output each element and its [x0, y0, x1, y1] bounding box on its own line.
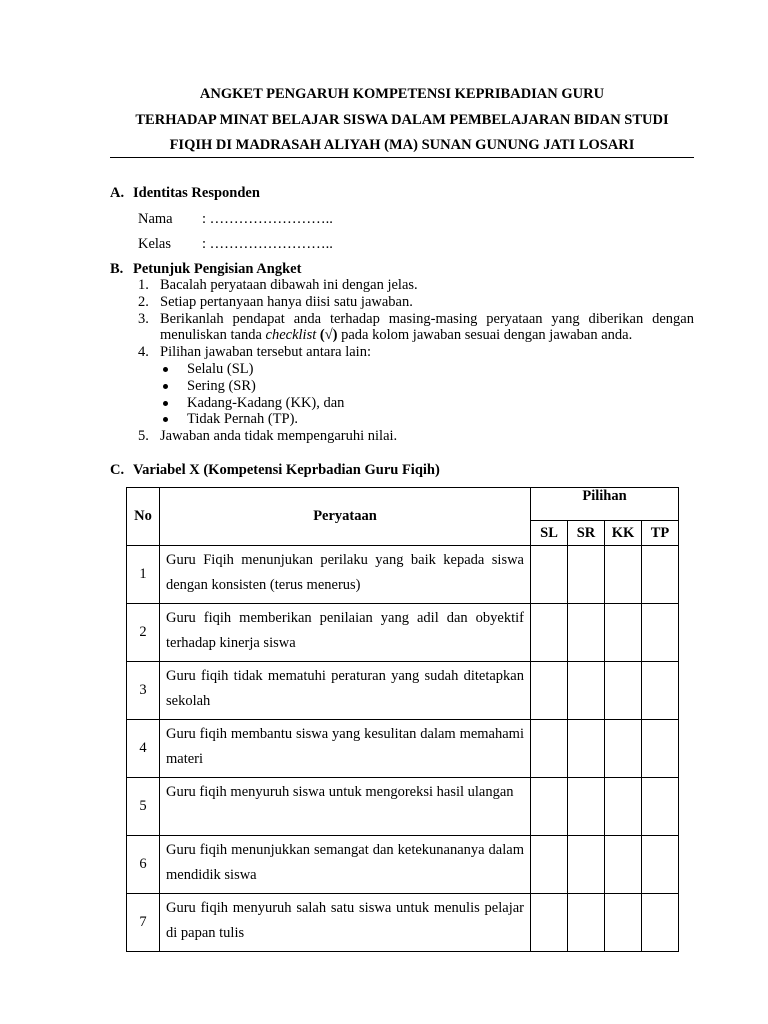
answer-cell-sl[interactable] — [531, 662, 568, 720]
row-statement: Guru fiqih menyuruh salah satu siswa untuk menulis pelajar di papan tulis — [160, 894, 531, 952]
row-number: 7 — [127, 894, 160, 952]
row-statement: Guru fiqih membantu siswa yang kesulitan dalam memahami materi — [160, 720, 531, 778]
answer-cell-tp[interactable] — [642, 720, 679, 778]
list-item: 4. Pilihan jawaban tersebut antara lain: Selalu (SL) Sering (SR) Kadang-Kadang (KK), dan Tidak Pernah (TP). — [138, 344, 694, 428]
answer-cell-kk[interactable] — [605, 662, 642, 720]
section-a-heading — [110, 185, 260, 201]
answer-cell-tp[interactable] — [642, 546, 679, 604]
option-item-tp: Tidak Pernah (TP). — [160, 411, 694, 428]
answer-cell-sl[interactable] — [531, 894, 568, 952]
answer-cell-sl[interactable] — [531, 604, 568, 662]
row-number: 6 — [127, 836, 160, 894]
field-nama-value: : …………………….. — [202, 211, 333, 227]
header-no: No — [127, 488, 160, 546]
table-row — [127, 604, 679, 662]
answer-cell-kk[interactable] — [605, 604, 642, 662]
list-item: 1. Bacalah peryataan dibawah ini dengan jelas. — [138, 277, 418, 293]
table-row — [127, 894, 679, 952]
row-number: 4 — [127, 720, 160, 778]
answer-cell-sr[interactable] — [568, 778, 605, 836]
list-item: 2. Setiap pertanyaan hanya diisi satu jawaban. — [138, 293, 413, 310]
list-item: 5. Jawaban anda tidak mempengaruhi nilai. — [138, 428, 398, 445]
header-kk: KK — [605, 521, 642, 546]
header-statement: Peryataan — [160, 488, 531, 546]
answer-cell-tp[interactable] — [642, 894, 679, 952]
answer-cell-sl[interactable] — [531, 720, 568, 778]
title-line-1: ANGKET PENGARUH KOMPETENSI KEPRIBADIAN GURU — [199, 86, 605, 102]
row-statement: Guru fiqih menunjukkan semangat dan ketekunananya dalam mendidik siswa — [160, 836, 531, 894]
answer-cell-tp[interactable] — [642, 836, 679, 894]
section-c-title: Variabel X (Kompetensi Keprbadian Guru Fiqih) — [133, 462, 440, 478]
answer-cell-sr[interactable] — [568, 604, 605, 662]
header-sl: SL — [531, 521, 568, 546]
table-row — [127, 778, 679, 836]
answer-cell-kk[interactable] — [605, 778, 642, 836]
section-c-letter: C. — [110, 462, 125, 478]
row-number: 5 — [127, 778, 160, 836]
bullet-icon — [163, 401, 168, 406]
field-nama — [138, 211, 333, 227]
section-a-title: Identitas Responden — [133, 185, 260, 201]
answer-cell-kk[interactable] — [605, 546, 642, 604]
row-statement: Guru fiqih tidak mematuhi peraturan yang sudah ditetapkan sekolah — [160, 662, 531, 720]
row-statement: Guru Fiqih menunjukan perilaku yang baik kepada siswa dengan konsisten (terus menerus) — [160, 546, 531, 604]
title-line-2: TERHADAP MINAT BELAJAR SISWA DALAM PEMBELAJARAN BIDAN STUDI — [135, 112, 669, 128]
option-item-sl: Selalu (SL) — [160, 361, 694, 378]
answer-cell-sr[interactable] — [568, 662, 605, 720]
table-row — [127, 662, 679, 720]
bullet-icon — [163, 384, 168, 389]
section-b-title: Petunjuk Pengisian Angket — [133, 261, 302, 277]
bullet-icon — [163, 417, 168, 422]
field-kelas-value: : …………………….. — [202, 236, 333, 252]
list-item: 3. Berikanlah pendapat anda terhadap masing-masing peryataan yang diberikan dengan menuliskan tanda checklist (√) pada kolom jawaban sesuai dengan jawaban anda. — [138, 310, 694, 344]
answer-cell-tp[interactable] — [642, 604, 679, 662]
answer-cell-sr[interactable] — [568, 546, 605, 604]
answer-cell-kk[interactable] — [605, 720, 642, 778]
header-sr: SR — [568, 521, 605, 546]
field-kelas-label: Kelas — [138, 236, 172, 252]
title-underline — [110, 157, 694, 158]
answer-cell-sl[interactable] — [531, 778, 568, 836]
row-number: 2 — [127, 604, 160, 662]
header-tp: TP — [642, 521, 679, 546]
instruction-list — [138, 277, 694, 445]
section-a-letter: A. — [110, 185, 125, 201]
answer-cell-tp[interactable] — [642, 662, 679, 720]
answer-cell-kk[interactable] — [605, 836, 642, 894]
table-row — [127, 720, 679, 778]
row-number: 1 — [127, 546, 160, 604]
bullet-icon — [163, 367, 168, 372]
field-kelas — [138, 236, 333, 252]
section-c-heading — [110, 462, 440, 478]
field-nama-label: Nama — [138, 211, 173, 227]
answer-cell-sr[interactable] — [568, 720, 605, 778]
answer-cell-sl[interactable] — [531, 546, 568, 604]
section-b-letter: B. — [110, 261, 124, 277]
title-line-3: FIQIH DI MADRASAH ALIYAH (MA) SUNAN GUNUNG JATI LOSARI — [169, 137, 635, 153]
answer-cell-kk[interactable] — [605, 894, 642, 952]
row-number: 3 — [127, 662, 160, 720]
option-item-kk: Kadang-Kadang (KK), dan — [160, 395, 694, 412]
questionnaire-table — [126, 487, 679, 952]
section-b-heading — [110, 261, 301, 277]
answer-cell-tp[interactable] — [642, 778, 679, 836]
row-statement: Guru fiqih menyuruh siswa untuk mengoreksi hasil ulangan — [160, 778, 531, 836]
header-choice: Pilihan — [531, 488, 679, 521]
row-statement: Guru fiqih memberikan penilaian yang adil dan obyektif terhadap kinerja siswa — [160, 604, 531, 662]
option-item-sr: Sering (SR) — [160, 378, 694, 395]
answer-cell-sr[interactable] — [568, 894, 605, 952]
table-row — [127, 546, 679, 604]
table-row — [127, 836, 679, 894]
answer-cell-sl[interactable] — [531, 836, 568, 894]
answer-cell-sr[interactable] — [568, 836, 605, 894]
